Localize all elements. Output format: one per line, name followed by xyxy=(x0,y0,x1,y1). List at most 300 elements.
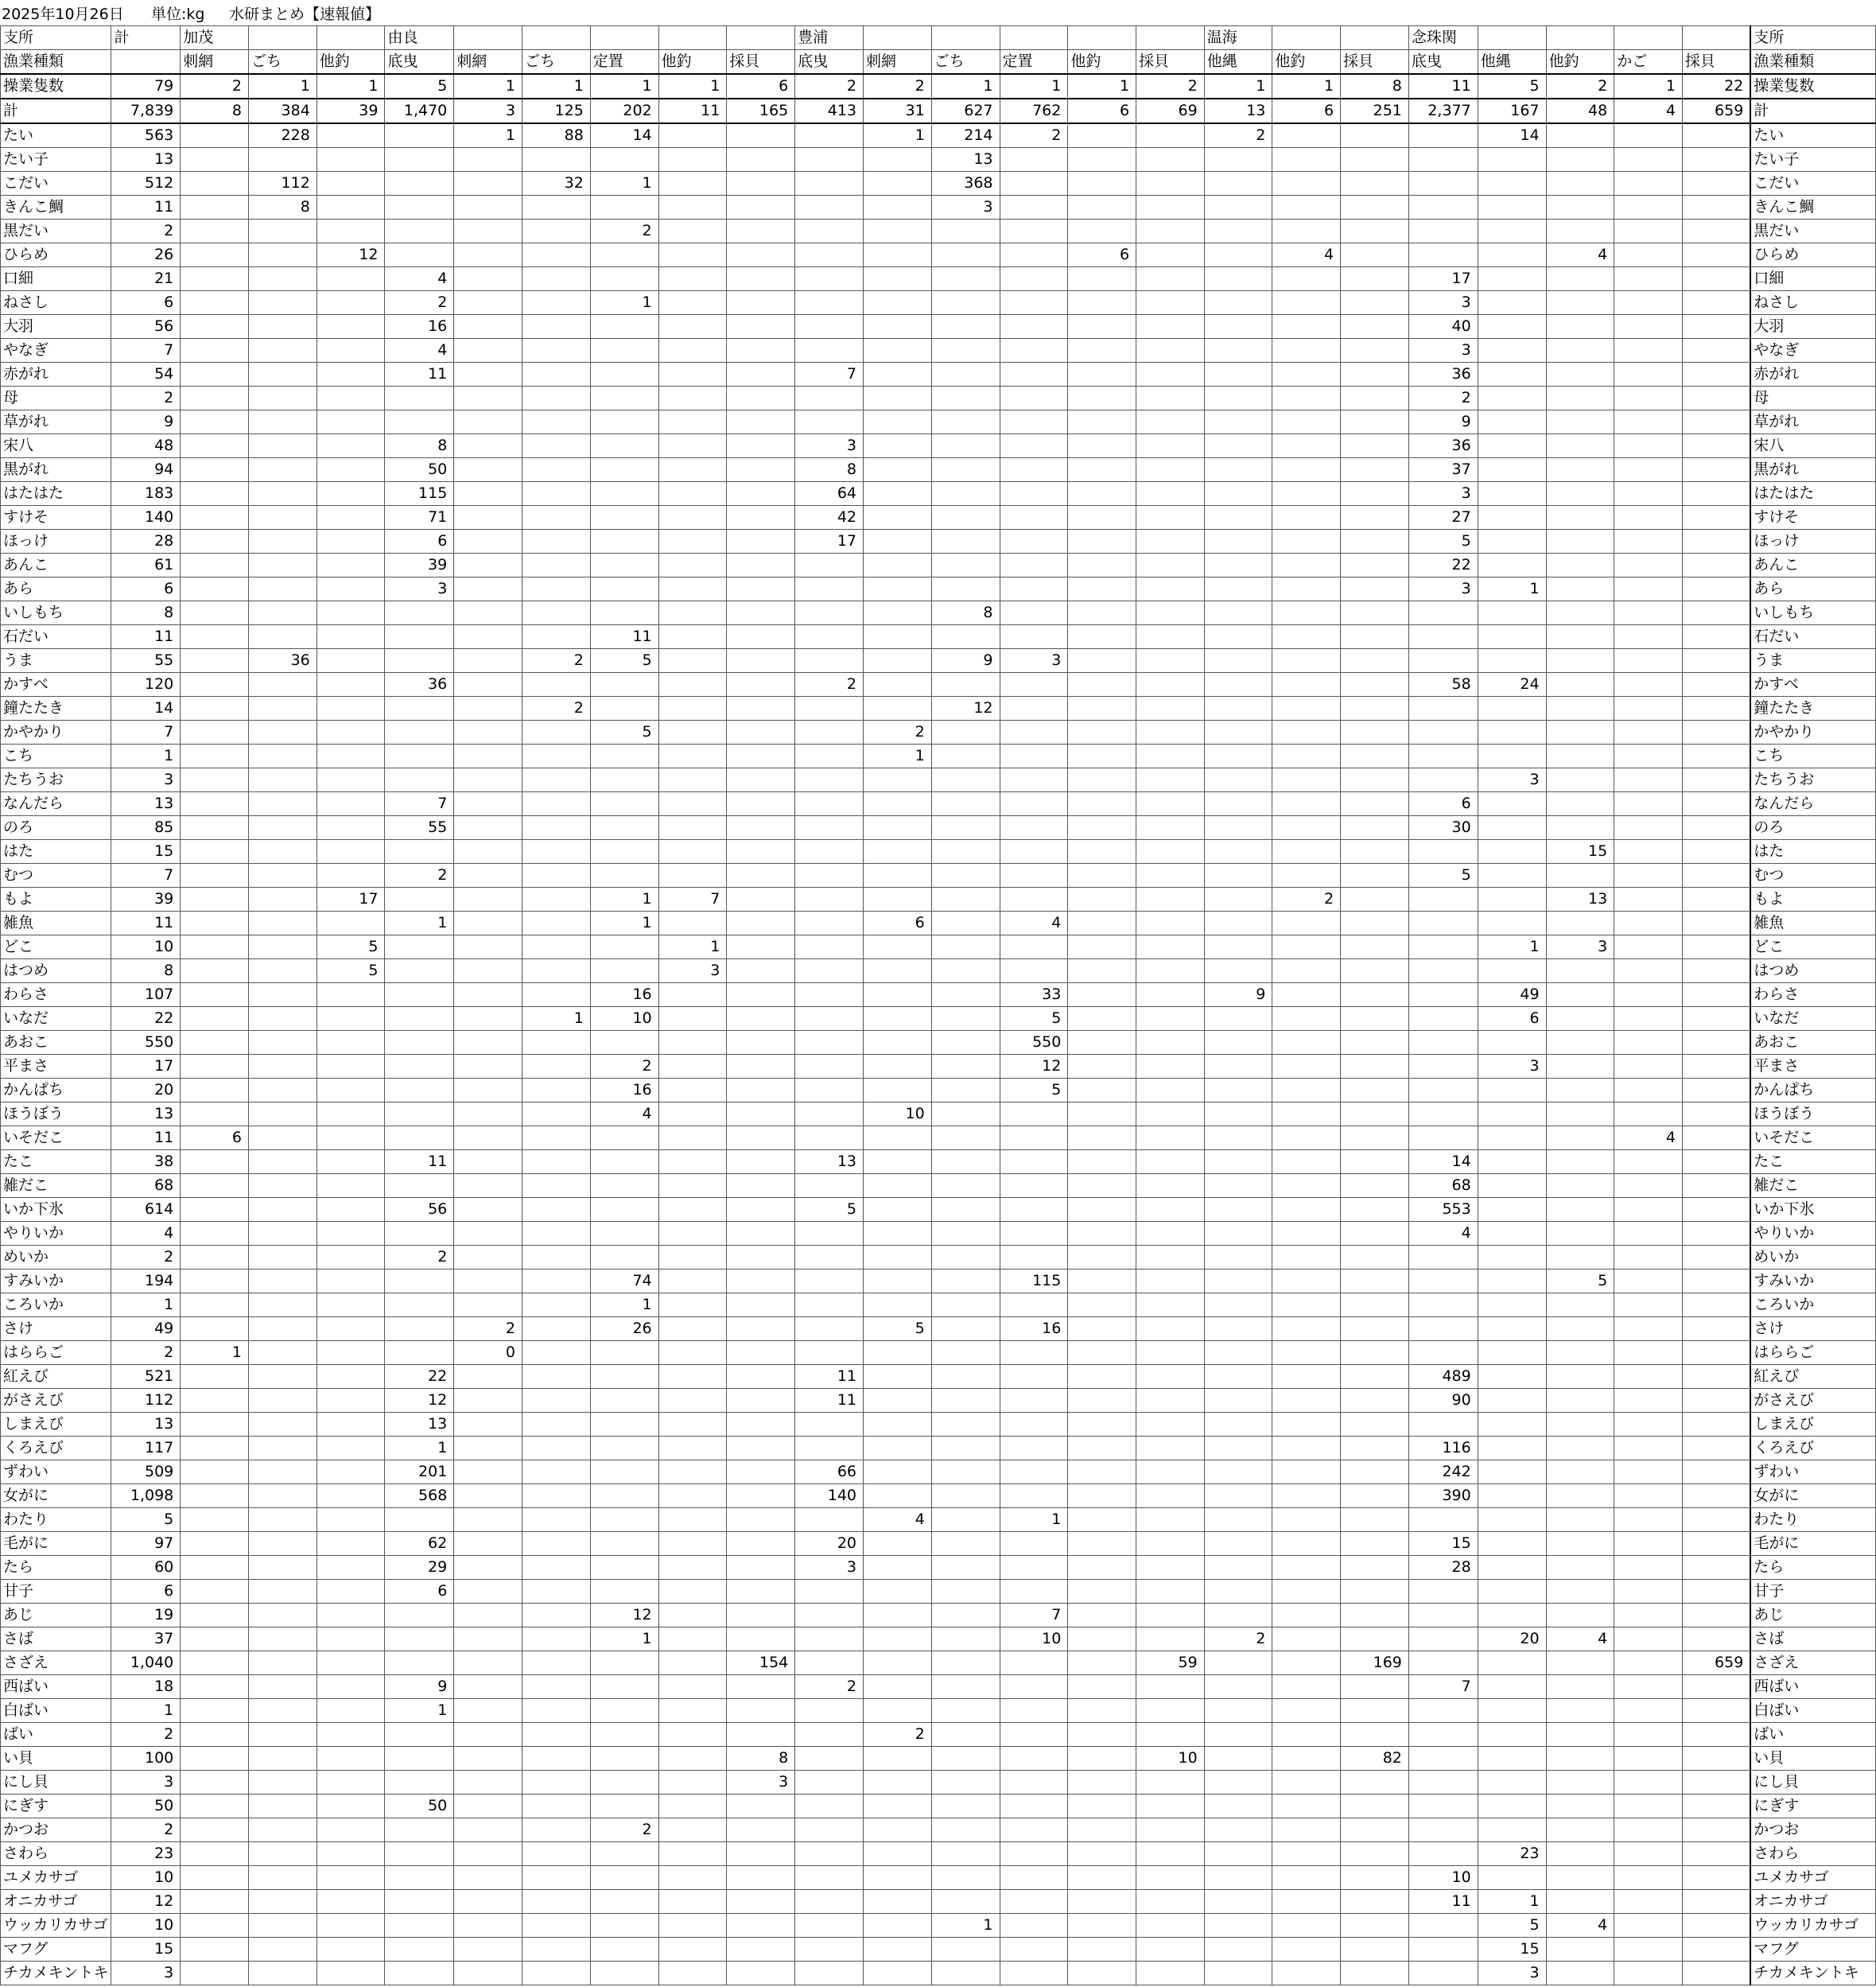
data-cell[interactable] xyxy=(454,1102,522,1126)
data-cell[interactable] xyxy=(522,1675,590,1699)
data-cell[interactable] xyxy=(1614,1150,1683,1174)
data-cell[interactable] xyxy=(522,530,590,554)
data-cell[interactable] xyxy=(1272,1222,1341,1246)
data-cell[interactable] xyxy=(1000,1389,1068,1413)
data-cell[interactable] xyxy=(590,1174,658,1198)
data-cell[interactable] xyxy=(181,148,249,172)
row-label-right-cell[interactable]: たちうお xyxy=(1750,768,1875,792)
data-cell[interactable] xyxy=(1614,1627,1683,1651)
data-cell[interactable] xyxy=(1408,1055,1478,1079)
data-cell[interactable]: 1 xyxy=(1478,577,1546,601)
data-cell[interactable] xyxy=(1000,1580,1068,1604)
data-cell[interactable]: 36 xyxy=(248,649,317,673)
data-cell[interactable] xyxy=(1408,1413,1478,1437)
data-cell[interactable] xyxy=(1408,1126,1478,1150)
data-cell[interactable] xyxy=(1068,792,1136,816)
data-cell[interactable]: 7 xyxy=(795,363,864,387)
data-cell[interactable]: 4 xyxy=(385,267,454,291)
data-cell[interactable] xyxy=(1068,1723,1136,1747)
data-cell[interactable] xyxy=(248,768,317,792)
row-label-cell[interactable]: さけ xyxy=(1,1317,111,1341)
data-cell[interactable] xyxy=(1478,458,1546,482)
data-cell[interactable] xyxy=(181,1771,249,1795)
data-cell[interactable]: 3 xyxy=(1408,577,1478,601)
data-cell[interactable] xyxy=(1546,1938,1614,1962)
data-cell[interactable] xyxy=(1136,1222,1205,1246)
data-cell[interactable] xyxy=(931,935,1000,959)
data-cell[interactable]: 1 xyxy=(385,912,454,935)
data-cell[interactable] xyxy=(522,1031,590,1055)
data-cell[interactable] xyxy=(522,148,590,172)
data-cell[interactable] xyxy=(590,768,658,792)
row-label-right-cell[interactable]: すけそ xyxy=(1750,506,1875,530)
data-cell[interactable] xyxy=(795,196,864,220)
data-cell[interactable]: 1 xyxy=(522,74,590,99)
data-cell[interactable]: 62 xyxy=(385,1532,454,1556)
data-cell[interactable] xyxy=(727,1795,795,1818)
data-cell[interactable] xyxy=(181,1866,249,1890)
data-cell[interactable] xyxy=(248,577,317,601)
data-cell[interactable] xyxy=(1546,1818,1614,1842)
data-cell[interactable] xyxy=(1546,1460,1614,1484)
data-cell[interactable] xyxy=(658,482,727,506)
data-cell[interactable] xyxy=(317,768,385,792)
data-cell[interactable] xyxy=(454,601,522,625)
row-label-cell[interactable]: にし貝 xyxy=(1,1771,111,1795)
data-cell[interactable]: 31 xyxy=(864,99,932,123)
data-cell[interactable] xyxy=(1204,864,1272,888)
data-cell[interactable]: 13 xyxy=(111,1102,181,1126)
data-cell[interactable] xyxy=(1341,983,1409,1007)
data-cell[interactable] xyxy=(931,1389,1000,1413)
data-cell[interactable] xyxy=(454,745,522,768)
data-cell[interactable] xyxy=(1408,1723,1478,1747)
data-cell[interactable] xyxy=(795,1866,864,1890)
data-cell[interactable] xyxy=(864,601,932,625)
data-cell[interactable]: 2 xyxy=(111,220,181,243)
data-cell[interactable] xyxy=(248,1222,317,1246)
data-cell[interactable] xyxy=(385,983,454,1007)
data-cell[interactable] xyxy=(864,1174,932,1198)
data-cell[interactable]: 11 xyxy=(1408,74,1478,99)
data-cell[interactable] xyxy=(385,172,454,196)
data-cell[interactable] xyxy=(658,816,727,840)
data-cell[interactable] xyxy=(317,1651,385,1675)
data-cell[interactable]: 27 xyxy=(1408,506,1478,530)
data-cell[interactable]: 15 xyxy=(1408,1532,1478,1556)
row-label-right-cell[interactable]: チカメキントキ xyxy=(1750,1962,1875,1985)
data-cell[interactable] xyxy=(727,959,795,983)
data-cell[interactable]: 167 xyxy=(1478,99,1546,123)
data-cell[interactable] xyxy=(317,339,385,363)
data-cell[interactable] xyxy=(1478,410,1546,434)
data-cell[interactable] xyxy=(658,840,727,864)
data-cell[interactable] xyxy=(181,1580,249,1604)
data-cell[interactable] xyxy=(1682,1771,1750,1795)
data-cell[interactable] xyxy=(727,1126,795,1150)
data-cell[interactable] xyxy=(1682,1198,1750,1222)
data-cell[interactable] xyxy=(864,554,932,577)
data-cell[interactable]: 6 xyxy=(111,577,181,601)
data-cell[interactable] xyxy=(181,1962,249,1985)
data-cell[interactable] xyxy=(248,1771,317,1795)
data-cell[interactable] xyxy=(454,220,522,243)
data-cell[interactable]: 7,839 xyxy=(111,99,181,123)
data-cell[interactable] xyxy=(795,1341,864,1365)
row-label-right-cell[interactable]: はつめ xyxy=(1750,959,1875,983)
row-label-right-cell[interactable]: たこ xyxy=(1750,1150,1875,1174)
data-cell[interactable]: 15 xyxy=(111,1938,181,1962)
data-cell[interactable] xyxy=(795,291,864,315)
data-cell[interactable] xyxy=(795,243,864,267)
data-cell[interactable] xyxy=(1272,1007,1341,1031)
data-cell[interactable] xyxy=(248,935,317,959)
data-cell[interactable] xyxy=(1478,1604,1546,1627)
data-cell[interactable] xyxy=(864,1222,932,1246)
row-label-cell[interactable]: むつ xyxy=(1,864,111,888)
data-cell[interactable] xyxy=(454,1246,522,1270)
data-cell[interactable] xyxy=(1478,601,1546,625)
data-cell[interactable] xyxy=(1204,1866,1272,1890)
data-cell[interactable] xyxy=(181,410,249,434)
data-cell[interactable]: 他釣 xyxy=(317,50,385,75)
data-cell[interactable] xyxy=(727,123,795,148)
data-cell[interactable]: 3 xyxy=(795,434,864,458)
data-cell[interactable] xyxy=(658,1604,727,1627)
data-cell[interactable] xyxy=(1068,530,1136,554)
data-cell[interactable] xyxy=(658,1627,727,1651)
data-cell[interactable] xyxy=(1614,1866,1683,1890)
row-label-right-cell[interactable]: ばい xyxy=(1750,1723,1875,1747)
data-cell[interactable] xyxy=(1478,148,1546,172)
data-cell[interactable] xyxy=(1478,1365,1546,1389)
data-cell[interactable] xyxy=(795,1126,864,1150)
data-cell[interactable] xyxy=(385,601,454,625)
data-cell[interactable] xyxy=(522,721,590,745)
data-cell[interactable] xyxy=(1000,577,1068,601)
data-cell[interactable] xyxy=(454,1365,522,1389)
data-cell[interactable] xyxy=(1272,1150,1341,1174)
data-cell[interactable] xyxy=(1068,1460,1136,1484)
data-cell[interactable] xyxy=(1408,1079,1478,1102)
data-cell[interactable] xyxy=(1546,1580,1614,1604)
data-cell[interactable] xyxy=(1546,1675,1614,1699)
data-cell[interactable]: 2 xyxy=(181,74,249,99)
data-cell[interactable] xyxy=(248,625,317,649)
data-cell[interactable] xyxy=(1546,1651,1614,1675)
data-cell[interactable] xyxy=(1614,697,1683,721)
data-cell[interactable] xyxy=(864,888,932,912)
data-cell[interactable] xyxy=(658,745,727,768)
data-cell[interactable]: 12 xyxy=(317,243,385,267)
data-cell[interactable] xyxy=(864,649,932,673)
data-cell[interactable] xyxy=(385,1031,454,1055)
data-cell[interactable]: 169 xyxy=(1341,1651,1409,1675)
data-cell[interactable] xyxy=(181,291,249,315)
data-cell[interactable] xyxy=(1546,1699,1614,1723)
row-label-right-cell[interactable]: はららご xyxy=(1750,1341,1875,1365)
data-cell[interactable] xyxy=(1682,554,1750,577)
data-cell[interactable] xyxy=(727,1604,795,1627)
data-cell[interactable] xyxy=(385,1914,454,1938)
data-cell[interactable] xyxy=(1682,935,1750,959)
data-cell[interactable] xyxy=(317,1556,385,1580)
data-cell[interactable] xyxy=(1408,888,1478,912)
data-cell[interactable]: 154 xyxy=(727,1651,795,1675)
data-cell[interactable] xyxy=(1682,1795,1750,1818)
data-cell[interactable] xyxy=(317,530,385,554)
data-cell[interactable] xyxy=(590,864,658,888)
data-cell[interactable] xyxy=(1000,1365,1068,1389)
data-cell[interactable] xyxy=(1068,768,1136,792)
data-cell[interactable] xyxy=(1068,148,1136,172)
data-cell[interactable] xyxy=(1682,363,1750,387)
data-cell[interactable] xyxy=(1272,1914,1341,1938)
data-cell[interactable] xyxy=(1408,1938,1478,1962)
data-cell[interactable] xyxy=(1546,673,1614,697)
data-cell[interactable] xyxy=(385,220,454,243)
data-cell[interactable] xyxy=(1272,721,1341,745)
data-cell[interactable] xyxy=(658,410,727,434)
data-cell[interactable] xyxy=(864,506,932,530)
data-cell[interactable] xyxy=(1408,1580,1478,1604)
data-cell[interactable] xyxy=(1068,1890,1136,1914)
data-cell[interactable] xyxy=(1546,1866,1614,1890)
data-cell[interactable] xyxy=(454,1079,522,1102)
data-cell[interactable] xyxy=(1408,220,1478,243)
data-cell[interactable] xyxy=(454,1890,522,1914)
data-cell[interactable] xyxy=(1068,1627,1136,1651)
data-cell[interactable] xyxy=(1068,983,1136,1007)
data-cell[interactable] xyxy=(727,1389,795,1413)
data-cell[interactable] xyxy=(1546,339,1614,363)
data-cell[interactable] xyxy=(1614,1890,1683,1914)
data-cell[interactable] xyxy=(1614,1604,1683,1627)
data-cell[interactable] xyxy=(181,220,249,243)
data-cell[interactable] xyxy=(248,888,317,912)
data-cell[interactable] xyxy=(454,935,522,959)
data-cell[interactable] xyxy=(1000,410,1068,434)
data-cell[interactable] xyxy=(385,1007,454,1031)
data-cell[interactable] xyxy=(1068,506,1136,530)
data-cell[interactable] xyxy=(1000,1174,1068,1198)
data-cell[interactable] xyxy=(864,1460,932,1484)
data-cell[interactable] xyxy=(317,1532,385,1556)
data-cell[interactable] xyxy=(1682,1938,1750,1962)
data-cell[interactable] xyxy=(931,745,1000,768)
data-cell[interactable] xyxy=(1546,172,1614,196)
data-cell[interactable] xyxy=(248,339,317,363)
data-cell[interactable] xyxy=(1546,1962,1614,1985)
data-cell[interactable]: 1 xyxy=(317,74,385,99)
data-cell[interactable] xyxy=(1272,1842,1341,1866)
data-cell[interactable]: 183 xyxy=(111,482,181,506)
data-cell[interactable] xyxy=(1204,220,1272,243)
data-cell[interactable] xyxy=(248,1174,317,1198)
data-cell[interactable] xyxy=(1068,172,1136,196)
data-cell[interactable] xyxy=(1068,888,1136,912)
data-cell[interactable] xyxy=(931,1150,1000,1174)
data-cell[interactable] xyxy=(385,1866,454,1890)
data-cell[interactable]: 刺網 xyxy=(181,50,249,75)
data-cell[interactable] xyxy=(522,1079,590,1102)
data-cell[interactable] xyxy=(181,673,249,697)
data-cell[interactable] xyxy=(248,26,317,50)
data-cell[interactable] xyxy=(1068,1007,1136,1031)
data-cell[interactable] xyxy=(795,983,864,1007)
data-cell[interactable] xyxy=(864,1890,932,1914)
data-cell[interactable] xyxy=(248,1532,317,1556)
data-cell[interactable] xyxy=(1546,1317,1614,1341)
data-cell[interactable] xyxy=(1614,267,1683,291)
data-cell[interactable] xyxy=(181,339,249,363)
data-cell[interactable] xyxy=(248,1102,317,1126)
data-cell[interactable] xyxy=(727,1174,795,1198)
data-cell[interactable] xyxy=(931,1293,1000,1317)
data-cell[interactable]: 7 xyxy=(1408,1675,1478,1699)
data-cell[interactable] xyxy=(1204,1293,1272,1317)
data-cell[interactable] xyxy=(317,745,385,768)
data-cell[interactable] xyxy=(1341,482,1409,506)
data-cell[interactable] xyxy=(1341,577,1409,601)
data-cell[interactable] xyxy=(248,506,317,530)
data-cell[interactable]: 1 xyxy=(658,935,727,959)
data-cell[interactable] xyxy=(864,1771,932,1795)
data-cell[interactable] xyxy=(317,1699,385,1723)
data-cell[interactable] xyxy=(1408,1270,1478,1293)
data-cell[interactable] xyxy=(181,1747,249,1771)
data-cell[interactable]: 12 xyxy=(385,1389,454,1413)
data-cell[interactable]: 2 xyxy=(590,1055,658,1079)
data-cell[interactable]: 21 xyxy=(111,267,181,291)
data-cell[interactable] xyxy=(1068,601,1136,625)
data-cell[interactable] xyxy=(931,554,1000,577)
data-cell[interactable] xyxy=(931,1699,1000,1723)
data-cell[interactable] xyxy=(1682,1818,1750,1842)
data-cell[interactable] xyxy=(1478,1651,1546,1675)
data-cell[interactable]: 4 xyxy=(1546,243,1614,267)
data-cell[interactable] xyxy=(864,1031,932,1055)
data-cell[interactable] xyxy=(454,1818,522,1842)
data-cell[interactable] xyxy=(1068,410,1136,434)
data-cell[interactable] xyxy=(1204,1747,1272,1771)
data-cell[interactable] xyxy=(795,1962,864,1985)
data-cell[interactable] xyxy=(1204,959,1272,983)
data-cell[interactable] xyxy=(727,1270,795,1293)
data-cell[interactable] xyxy=(1068,1508,1136,1532)
data-cell[interactable]: 5 xyxy=(1478,74,1546,99)
data-cell[interactable] xyxy=(1272,1723,1341,1747)
row-label-cell[interactable]: 石だい xyxy=(1,625,111,649)
data-cell[interactable] xyxy=(1546,1102,1614,1126)
data-cell[interactable] xyxy=(931,721,1000,745)
data-cell[interactable] xyxy=(1682,1723,1750,1747)
data-cell[interactable] xyxy=(1682,1341,1750,1365)
data-cell[interactable] xyxy=(248,1604,317,1627)
data-cell[interactable] xyxy=(1272,959,1341,983)
data-cell[interactable]: 13 xyxy=(111,148,181,172)
data-cell[interactable] xyxy=(1136,291,1205,315)
data-cell[interactable]: 614 xyxy=(111,1198,181,1222)
row-label-cell[interactable]: 漁業種類 xyxy=(1,50,111,75)
data-cell[interactable]: 58 xyxy=(1408,673,1478,697)
data-cell[interactable] xyxy=(1204,601,1272,625)
data-cell[interactable] xyxy=(1272,148,1341,172)
data-cell[interactable] xyxy=(1546,26,1614,50)
data-cell[interactable] xyxy=(181,387,249,410)
data-cell[interactable] xyxy=(727,1675,795,1699)
data-cell[interactable]: 採貝 xyxy=(1136,50,1205,75)
data-cell[interactable] xyxy=(1341,291,1409,315)
data-cell[interactable] xyxy=(658,697,727,721)
data-cell[interactable]: 1 xyxy=(864,745,932,768)
row-label-right-cell[interactable]: くろえび xyxy=(1750,1437,1875,1460)
row-label-right-cell[interactable]: かつお xyxy=(1750,1818,1875,1842)
data-cell[interactable]: ごち xyxy=(522,50,590,75)
row-label-cell[interactable]: あじ xyxy=(1,1604,111,1627)
data-cell[interactable] xyxy=(864,1962,932,1985)
data-cell[interactable] xyxy=(248,1866,317,1890)
row-label-cell[interactable]: ひらめ xyxy=(1,243,111,267)
data-cell[interactable]: 8 xyxy=(931,601,1000,625)
data-cell[interactable]: 112 xyxy=(111,1389,181,1413)
data-cell[interactable] xyxy=(1136,1818,1205,1842)
data-cell[interactable] xyxy=(1614,482,1683,506)
data-cell[interactable] xyxy=(658,1508,727,1532)
data-cell[interactable] xyxy=(1136,458,1205,482)
data-cell[interactable] xyxy=(1614,363,1683,387)
data-cell[interactable] xyxy=(1614,1818,1683,1842)
data-cell[interactable] xyxy=(658,1174,727,1198)
data-cell[interactable] xyxy=(590,816,658,840)
data-cell[interactable] xyxy=(1000,1866,1068,1890)
data-cell[interactable] xyxy=(181,1508,249,1532)
data-cell[interactable] xyxy=(1478,1150,1546,1174)
data-cell[interactable]: 2 xyxy=(111,1341,181,1365)
data-cell[interactable]: 加茂 xyxy=(181,26,249,50)
data-cell[interactable]: 他釣 xyxy=(1068,50,1136,75)
data-cell[interactable]: 125 xyxy=(522,99,590,123)
row-label-right-cell[interactable]: やりいか xyxy=(1750,1222,1875,1246)
data-cell[interactable] xyxy=(1341,1437,1409,1460)
data-cell[interactable] xyxy=(385,387,454,410)
data-cell[interactable] xyxy=(248,1580,317,1604)
data-cell[interactable] xyxy=(795,410,864,434)
data-cell[interactable] xyxy=(658,1198,727,1222)
data-cell[interactable] xyxy=(931,26,1000,50)
data-cell[interactable] xyxy=(658,1102,727,1126)
data-cell[interactable]: 1 xyxy=(931,74,1000,99)
data-cell[interactable] xyxy=(795,1747,864,1771)
data-cell[interactable] xyxy=(1341,530,1409,554)
data-cell[interactable] xyxy=(1546,1198,1614,1222)
data-cell[interactable] xyxy=(385,1604,454,1627)
data-cell[interactable] xyxy=(1614,577,1683,601)
data-cell[interactable] xyxy=(248,1150,317,1174)
data-cell[interactable] xyxy=(590,673,658,697)
data-cell[interactable]: 165 xyxy=(727,99,795,123)
data-cell[interactable] xyxy=(727,792,795,816)
data-cell[interactable]: 214 xyxy=(931,123,1000,148)
data-cell[interactable] xyxy=(1068,1651,1136,1675)
data-cell[interactable] xyxy=(1341,1222,1409,1246)
row-label-cell[interactable]: いそだこ xyxy=(1,1126,111,1150)
data-cell[interactable] xyxy=(727,148,795,172)
data-cell[interactable]: 1 xyxy=(385,1437,454,1460)
data-cell[interactable] xyxy=(317,1341,385,1365)
data-cell[interactable] xyxy=(931,816,1000,840)
data-cell[interactable] xyxy=(727,220,795,243)
